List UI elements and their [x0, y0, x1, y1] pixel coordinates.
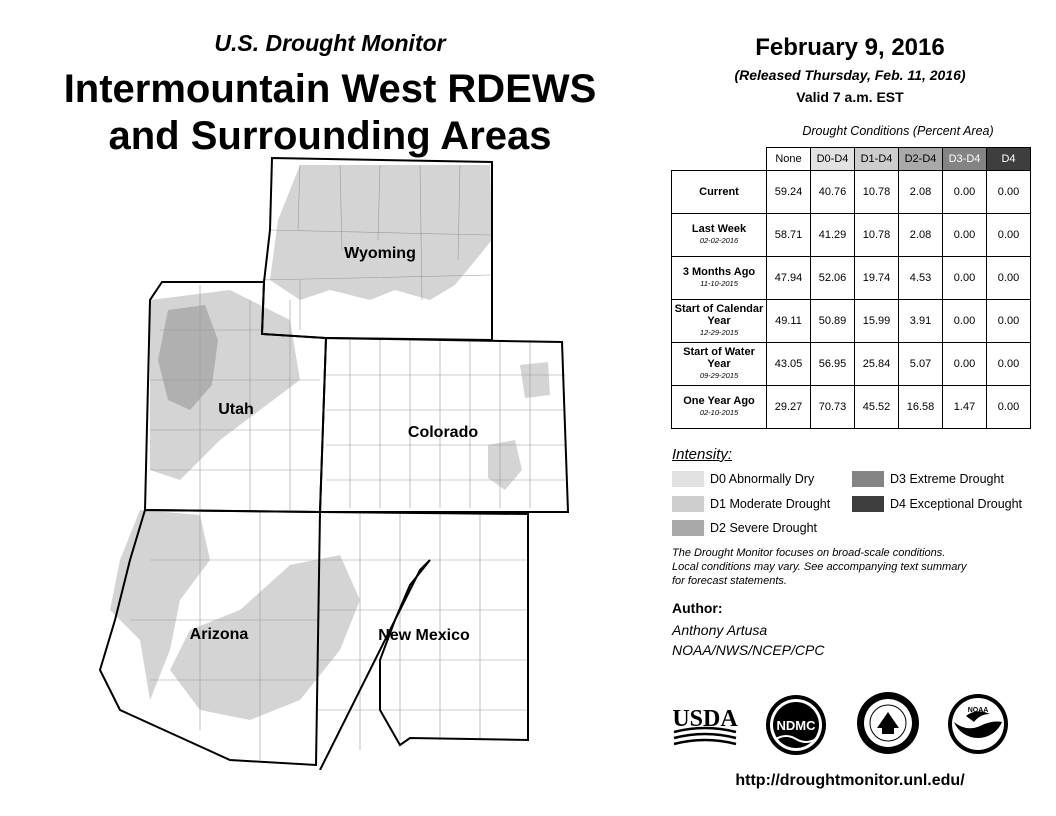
- col-header-d3-d4: D3-D4: [943, 148, 987, 171]
- cell: 16.58: [899, 386, 943, 429]
- cell: 25.84: [855, 343, 899, 386]
- valid-date: February 9, 2016: [755, 34, 945, 61]
- title-line-2: and Surrounding Areas: [108, 114, 552, 158]
- cell: 43.05: [767, 343, 811, 386]
- legend-swatch: [672, 471, 704, 487]
- state-label-utah: Utah: [218, 401, 254, 418]
- drought-map: [0, 150, 640, 770]
- cell: 3.91: [899, 300, 943, 343]
- cell: 0.00: [987, 214, 1031, 257]
- table-row: [672, 386, 1031, 429]
- row-date: 02-10-2015: [699, 408, 739, 417]
- row-date: 02-02-2016: [699, 236, 739, 245]
- disclaimer-note: The Drought Monitor focuses on broad-scale conditions. Local conditions may vary. See accompanying text summary for forecast statements.: [672, 547, 967, 587]
- cell: 45.52: [855, 386, 899, 429]
- cell: 50.89: [811, 300, 855, 343]
- author-org: NOAA/NWS/NCEP/CPC: [672, 642, 825, 658]
- cell: 19.74: [855, 257, 899, 300]
- table-row: [672, 343, 1031, 386]
- noaa-logo: [946, 692, 1010, 756]
- legend-label: D3 Extreme Drought: [890, 472, 1004, 486]
- cell: 10.78: [855, 171, 899, 214]
- legend-label: D2 Severe Drought: [710, 521, 818, 535]
- author-block: [672, 620, 824, 660]
- d1-areas: [110, 165, 550, 720]
- cell: 0.00: [987, 257, 1031, 300]
- drought-monitor-link[interactable]: http://droughtmonitor.unl.edu/: [735, 772, 965, 789]
- cell: 0.00: [987, 343, 1031, 386]
- col-header-none: None: [767, 148, 811, 171]
- table-row: [672, 300, 1031, 343]
- legend-item-d4: [852, 496, 1022, 512]
- author-name: Anthony Artusa: [672, 622, 768, 638]
- cell: 59.24: [767, 171, 811, 214]
- cell: 2.08: [899, 214, 943, 257]
- cell: 4.53: [899, 257, 943, 300]
- legend-item-d0: [672, 471, 814, 487]
- legend-item-d3: [852, 471, 1004, 487]
- row-date: 12-29-2015: [699, 328, 739, 337]
- legend-swatch: [852, 471, 884, 487]
- row-label: Start of Water Year 09-29-2015: [672, 343, 767, 386]
- row-label: One Year Ago 02-10-2015: [672, 386, 767, 429]
- cell: 56.95: [811, 343, 855, 386]
- table-row: [672, 214, 1031, 257]
- map-title: [20, 66, 640, 160]
- drought-table: [671, 147, 1031, 429]
- col-header-d4: D4: [987, 148, 1031, 171]
- table-row: [672, 171, 1031, 214]
- legend-title: Intensity:: [672, 446, 733, 463]
- state-label-new-mexico: New Mexico: [378, 627, 470, 644]
- state-label-wyoming: Wyoming: [344, 245, 416, 262]
- col-header-d2-d4: D2-D4: [899, 148, 943, 171]
- title-line-1: Intermountain West RDEWS: [63, 67, 597, 111]
- col-header-d1-d4: D1-D4: [855, 148, 899, 171]
- usda-logo: [672, 702, 738, 748]
- cell: 40.76: [811, 171, 855, 214]
- cell: 0.00: [943, 257, 987, 300]
- cell: 0.00: [943, 171, 987, 214]
- legend-item-d1: [672, 496, 830, 512]
- legend-swatch: [672, 496, 704, 512]
- table-corner: [672, 148, 767, 171]
- cell: 0.00: [943, 300, 987, 343]
- col-header-d0-d4: D0-D4: [811, 148, 855, 171]
- valid-time: Valid 7 a.m. EST: [796, 89, 904, 105]
- state-label-arizona: Arizona: [189, 626, 249, 643]
- row-label: Last Week 02-02-2016: [672, 214, 767, 257]
- row-label: Start of Calendar Year 12-29-2015: [672, 300, 767, 343]
- cell: 29.27: [767, 386, 811, 429]
- table-row: [672, 257, 1031, 300]
- table-caption: Drought Conditions (Percent Area): [802, 124, 994, 138]
- cell: 49.11: [767, 300, 811, 343]
- cell: 58.71: [767, 214, 811, 257]
- legend-swatch: [672, 520, 704, 536]
- legend-label: D0 Abnormally Dry: [710, 472, 815, 486]
- legend-label: D1 Moderate Drought: [710, 497, 831, 511]
- commerce-seal-logo: [855, 690, 921, 756]
- release-date: (Released Thursday, Feb. 11, 2016): [734, 67, 966, 83]
- cell: 5.07: [899, 343, 943, 386]
- row-label: Current: [672, 171, 767, 214]
- row-label: 3 Months Ago 11-10-2015: [672, 257, 767, 300]
- cell: 10.78: [855, 214, 899, 257]
- cell: 41.29: [811, 214, 855, 257]
- map-kicker: U.S. Drought Monitor: [214, 30, 446, 56]
- cell: 0.00: [987, 386, 1031, 429]
- row-date: 09-29-2015: [699, 371, 739, 380]
- legend-swatch: [852, 496, 884, 512]
- svg-text:NDMC: NDMC: [776, 718, 816, 733]
- cell: 1.47: [943, 386, 987, 429]
- cell: 47.94: [767, 257, 811, 300]
- legend-label: D4 Exceptional Drought: [890, 497, 1023, 511]
- row-date: 11-10-2015: [700, 279, 738, 288]
- table-header-row: [672, 148, 1031, 171]
- cell: 2.08: [899, 171, 943, 214]
- cell: 0.00: [943, 343, 987, 386]
- svg-text:USDA: USDA: [672, 706, 738, 732]
- state-label-colorado: Colorado: [407, 424, 479, 441]
- cell: 70.73: [811, 386, 855, 429]
- author-heading: Author:: [672, 600, 723, 616]
- cell: 0.00: [987, 300, 1031, 343]
- legend-item-d2: [672, 520, 817, 536]
- cell: 15.99: [855, 300, 899, 343]
- cell: 0.00: [987, 171, 1031, 214]
- ndmc-logo: [764, 693, 828, 757]
- svg-text:NOAA: NOAA: [967, 707, 989, 714]
- cell: 52.06: [811, 257, 855, 300]
- cell: 0.00: [943, 214, 987, 257]
